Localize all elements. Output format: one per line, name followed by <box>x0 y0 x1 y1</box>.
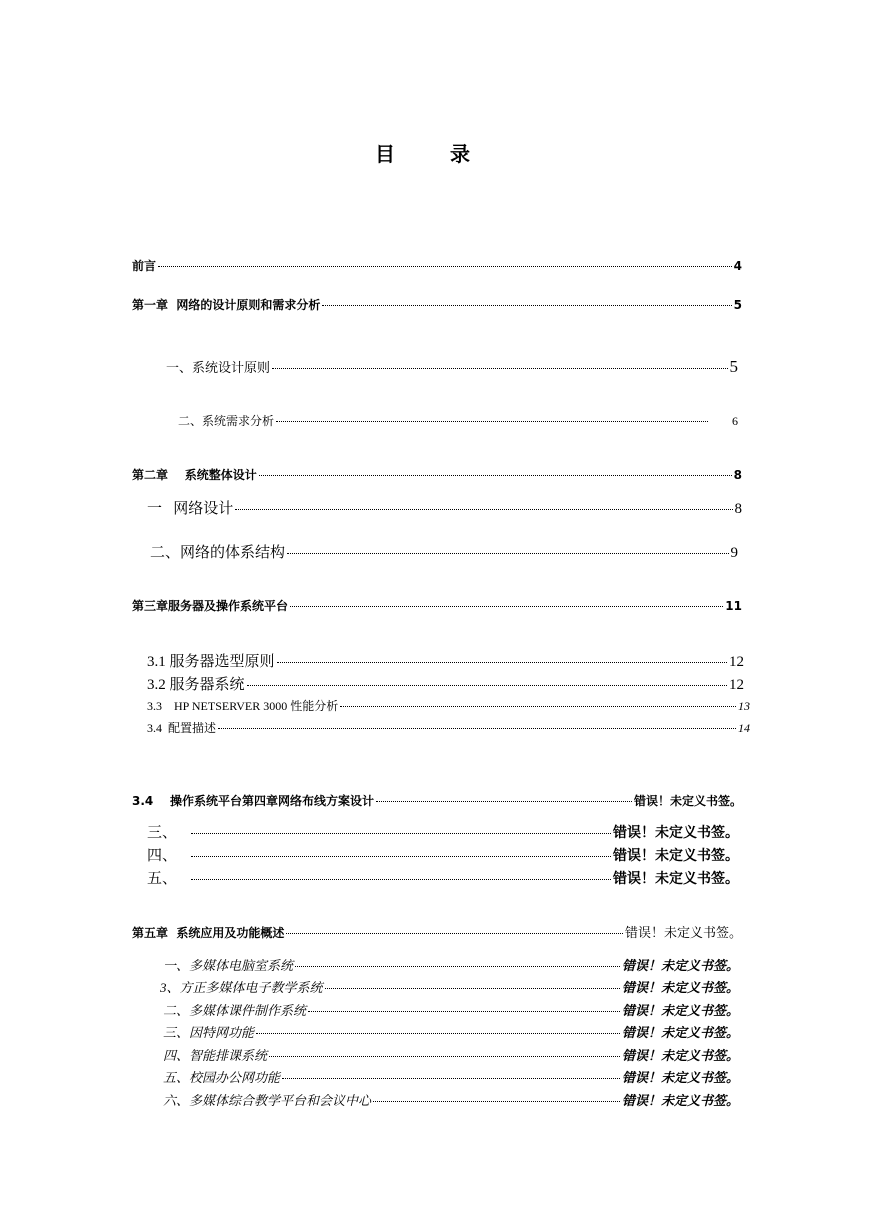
toc-entry-label: 一、多媒体电脑室系统 <box>163 958 294 973</box>
toc-entry-page: 11 <box>725 599 742 613</box>
toc-entry[interactable] <box>163 1022 739 1041</box>
toc-entry[interactable] <box>147 867 739 888</box>
toc-leader <box>259 475 732 476</box>
toc-entry-page: 6 <box>732 414 738 428</box>
toc-entry-page: 8 <box>734 501 742 517</box>
toc-leader <box>191 879 611 880</box>
toc-entry-page: 5 <box>733 298 742 312</box>
toc-entry-page: 错误！未定义书签。 <box>613 825 739 841</box>
toc-leader <box>272 368 727 369</box>
toc-entry[interactable] <box>147 821 739 842</box>
toc-entry[interactable] <box>163 1090 739 1109</box>
toc-entry-label: 四、智能排课系统 <box>163 1048 268 1063</box>
toc-entry-page: 错误！未定义书签。 <box>621 981 739 996</box>
toc-leader <box>340 706 736 707</box>
toc-entry-label: 3.2 服务器系统 <box>147 677 245 693</box>
toc-title: 目 录 <box>375 142 494 166</box>
toc-entry-page: 错误！未定义书签。 <box>613 848 739 864</box>
toc-entry[interactable] <box>163 1067 739 1086</box>
toc-entry-page: 错误！未定义书签。 <box>633 794 742 808</box>
toc-entry[interactable] <box>147 497 742 518</box>
toc-leader <box>256 1033 620 1034</box>
toc-leader <box>247 685 727 686</box>
toc-entry[interactable] <box>147 673 744 694</box>
toc-entry-label: 二、多媒体课件制作系统 <box>163 1003 307 1018</box>
toc-entry-page: 错误！未定义书签。 <box>624 926 742 941</box>
toc-entry-page: 错误！未定义书签。 <box>613 871 739 887</box>
toc-entry-label: 五、校园办公网功能 <box>163 1070 281 1085</box>
toc-leader <box>191 856 611 857</box>
toc-leader <box>295 966 620 967</box>
toc-leader <box>276 421 708 422</box>
toc-entry[interactable] <box>163 1000 739 1019</box>
toc-entry[interactable] <box>132 792 742 809</box>
toc-entry[interactable] <box>150 541 738 562</box>
toc-entry-label: 三、 <box>147 825 178 841</box>
toc-leader <box>269 1056 620 1057</box>
toc-leader <box>308 1011 620 1012</box>
toc-leader <box>235 509 732 510</box>
toc-entry-page: 13 <box>738 699 750 713</box>
toc-entry-page: 错误！未定义书签。 <box>621 1004 739 1019</box>
toc-entry-page: 错误！未定义书签。 <box>621 959 739 974</box>
toc-leader <box>373 1101 620 1102</box>
toc-entry[interactable] <box>132 922 742 941</box>
toc-entry-page: 错误！未定义书签。 <box>621 1094 739 1109</box>
toc-entry[interactable] <box>163 1045 739 1064</box>
toc-entry-page: 错误！未定义书签。 <box>621 1071 739 1086</box>
toc-entry[interactable] <box>147 650 744 671</box>
toc-entry-label: 六、多媒体综合教学平台和会议中心 <box>163 1093 372 1108</box>
toc-entry[interactable] <box>147 719 750 736</box>
toc-leader <box>287 553 728 554</box>
toc-entry[interactable] <box>178 412 738 429</box>
toc-leader <box>290 606 723 607</box>
toc-entry[interactable] <box>160 977 739 996</box>
toc-entry-label: 第一章 网络的设计原则和需求分析 <box>132 298 321 312</box>
toc-entry-label: 三、因特网功能 <box>163 1025 255 1040</box>
toc-leader <box>282 1078 620 1079</box>
toc-entry-page: 12 <box>729 677 744 693</box>
toc-entry[interactable] <box>132 257 742 274</box>
toc-entry-page: 14 <box>738 721 750 735</box>
toc-entry-label: 前言 <box>132 259 157 273</box>
toc-entry-label: 第五章 系统应用及功能概述 <box>132 926 285 940</box>
toc-leader <box>376 801 632 802</box>
toc-entry[interactable] <box>132 466 742 483</box>
toc-entry[interactable] <box>132 597 742 614</box>
toc-entry-label: 3.1 服务器选型原则 <box>147 654 275 670</box>
toc-entry[interactable] <box>166 357 738 377</box>
toc-leader <box>325 988 620 989</box>
toc-leader <box>322 305 731 306</box>
toc-leader <box>191 833 611 834</box>
toc-entry-label: 一、系统设计原则 <box>166 360 271 375</box>
toc-leader <box>158 266 732 267</box>
toc-entry-label: 3.3 HP NETSERVER 3000 性能分析 <box>147 699 339 713</box>
toc-entry-label: 3、方正多媒体电子教学系统 <box>160 980 323 995</box>
toc-entry-page: 8 <box>733 468 742 482</box>
toc-entry-label: 一 网络设计 <box>147 501 234 517</box>
toc-entry-page: 9 <box>730 545 738 561</box>
toc-entry[interactable] <box>163 955 739 974</box>
toc-entry-label: 五、 <box>147 871 178 887</box>
toc-entry-page: 4 <box>733 259 742 273</box>
toc-entry-page: 12 <box>729 654 744 670</box>
toc-entry-page: 5 <box>729 357 738 376</box>
toc-entry[interactable] <box>132 296 742 313</box>
toc-leader <box>277 662 727 663</box>
toc-entry-label: 第二章 系统整体设计 <box>132 468 257 482</box>
toc-leader <box>218 728 736 729</box>
toc-entry-label: 二、网络的体系结构 <box>150 545 286 561</box>
toc-entry-label: 四、 <box>147 848 178 864</box>
toc-entry-label: 3.4 配置描述 <box>147 721 217 735</box>
toc-leader <box>286 933 623 934</box>
toc-entry-label: 第三章服务器及操作系统平台 <box>132 599 289 613</box>
toc-entry-label: 二、系统需求分析 <box>178 414 275 428</box>
toc-entry-page: 错误！未定义书签。 <box>621 1049 739 1064</box>
toc-entry-page: 错误！未定义书签。 <box>621 1026 739 1041</box>
toc-entry[interactable] <box>147 844 739 865</box>
toc-entry[interactable] <box>147 697 750 714</box>
toc-entry-label: 3.4 操作系统平台第四章网络布线方案设计 <box>132 794 374 808</box>
